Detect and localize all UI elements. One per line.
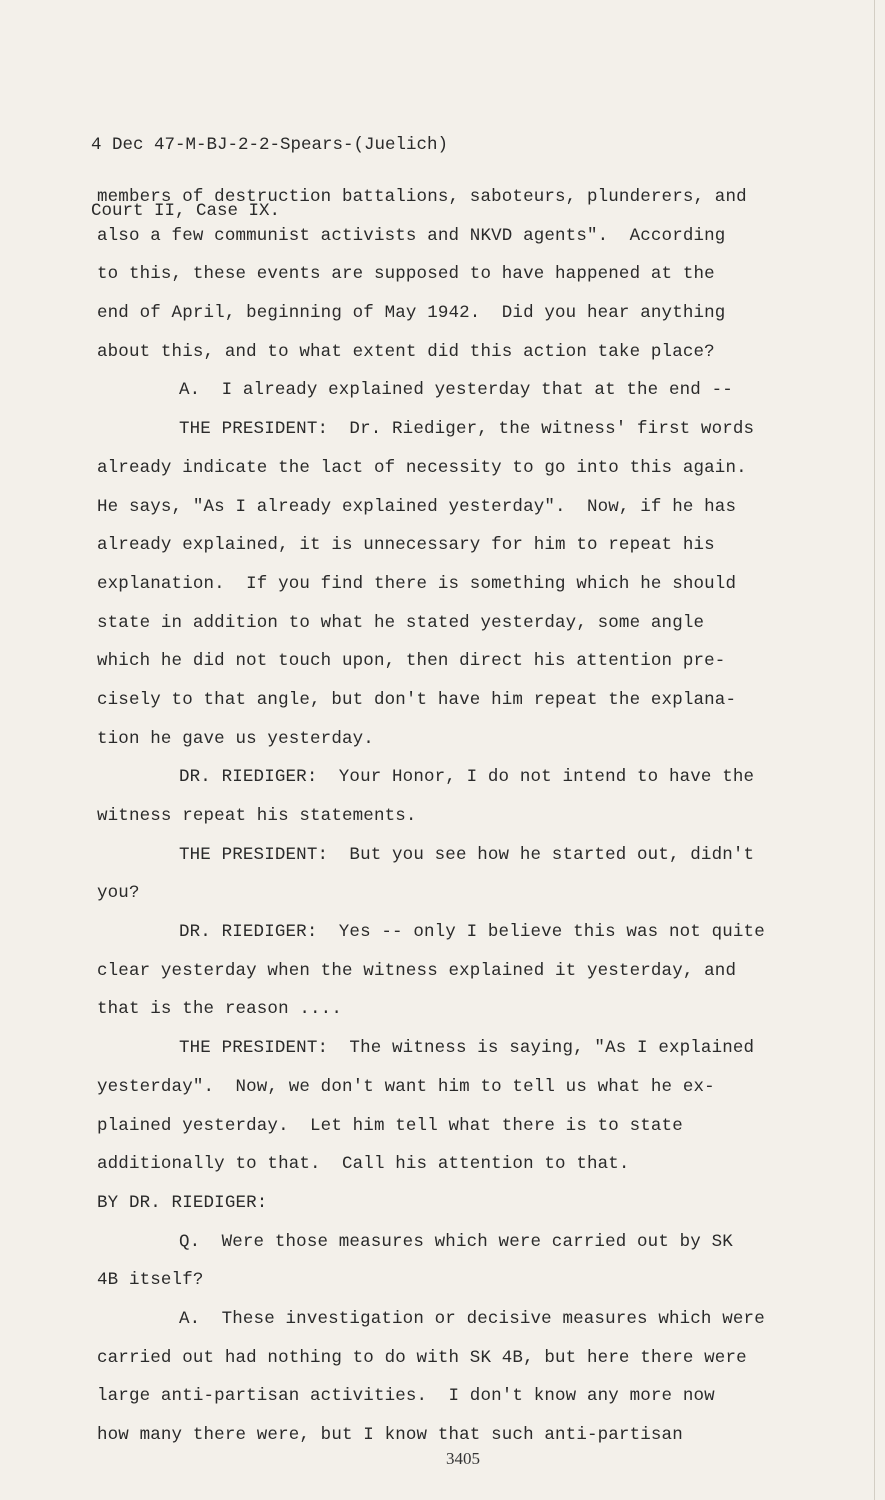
text-line: tion he gave us yesterday. [97,728,374,749]
text-line: THE PRESIDENT: But you see how he started out, didn't [179,844,755,865]
text-line: DR. RIEDIGER: Yes -- only I believe this was not quite [179,922,765,943]
text-line: also a few communist activists and NKVD agents". According [97,225,726,246]
text-line: end of April, beginning of May 1942. Did you hear anything [97,303,726,324]
text-line: plained yesterday. Let him tell what there is to state [97,1115,683,1136]
text-line: which he did not touch upon, then direct his attention pre- [97,651,726,672]
text-line: Q. Were those measures which were carried out by SK [179,1231,733,1252]
text-line: to this, these events are supposed to have happened at the [97,264,715,285]
text-line: additionally to that. Call his attention to that. [97,1154,630,1175]
text-line: A. I already explained yesterday that at the end -- [179,380,733,401]
text-line: you? [97,883,140,904]
text-line: yesterday". Now, we don't want him to tell us what he ex- [97,1076,715,1097]
text-line: BY DR. RIEDIGER: [97,1192,268,1213]
text-line: already explained, it is unnecessary for him to repeat his [97,535,715,556]
text-line: witness repeat his statements. [97,806,417,826]
text-line: how many there were, but I know that such anti-partisan [97,1425,683,1445]
text-line: already indicate the lact of necessity to go into this again. [97,457,747,478]
text-line: carried out had nothing to do with SK 4B, but here there were [97,1347,747,1368]
text-line: THE PRESIDENT: The witness is saying, "As I explained [179,1038,755,1059]
transcript-body [97,178,837,1455]
header-line-2: Court II, Case IX. [91,201,281,221]
text-line: about this, and to what extent did this action take place? [97,341,715,362]
text-line: explanation. If you find there is something which he should [97,573,737,594]
text-line: that is the reason .... [97,999,342,1020]
text-line: large anti-partisan activities. I don't know any more now [97,1386,715,1407]
text-line: state in addition to what he stated yesterday, some angle [97,612,705,633]
text-line: DR. RIEDIGER: Your Honor, I do not intend to have the [179,767,755,788]
text-line: He says, "As I already explained yesterday". Now, if he has [97,496,737,517]
text-line: cisely to that angle, but don't have him repeat the explana- [97,689,737,710]
text-line: A. These investigation or decisive measures which were [179,1308,765,1329]
header-line-1: 4 Dec 47-M-BJ-2-2-Spears-(Juelich) [91,135,449,155]
text-line: THE PRESIDENT: Dr. Riediger, the witness' first words [179,419,755,440]
text-line: 4B itself? [97,1270,204,1291]
text-line: members of destruction battalions, saboteurs, plunderers, and [97,187,747,207]
text-line: clear yesterday when the witness explained it yesterday, and [97,960,737,981]
page-edge [874,0,875,1500]
page-number: 3405 [446,1449,480,1468]
